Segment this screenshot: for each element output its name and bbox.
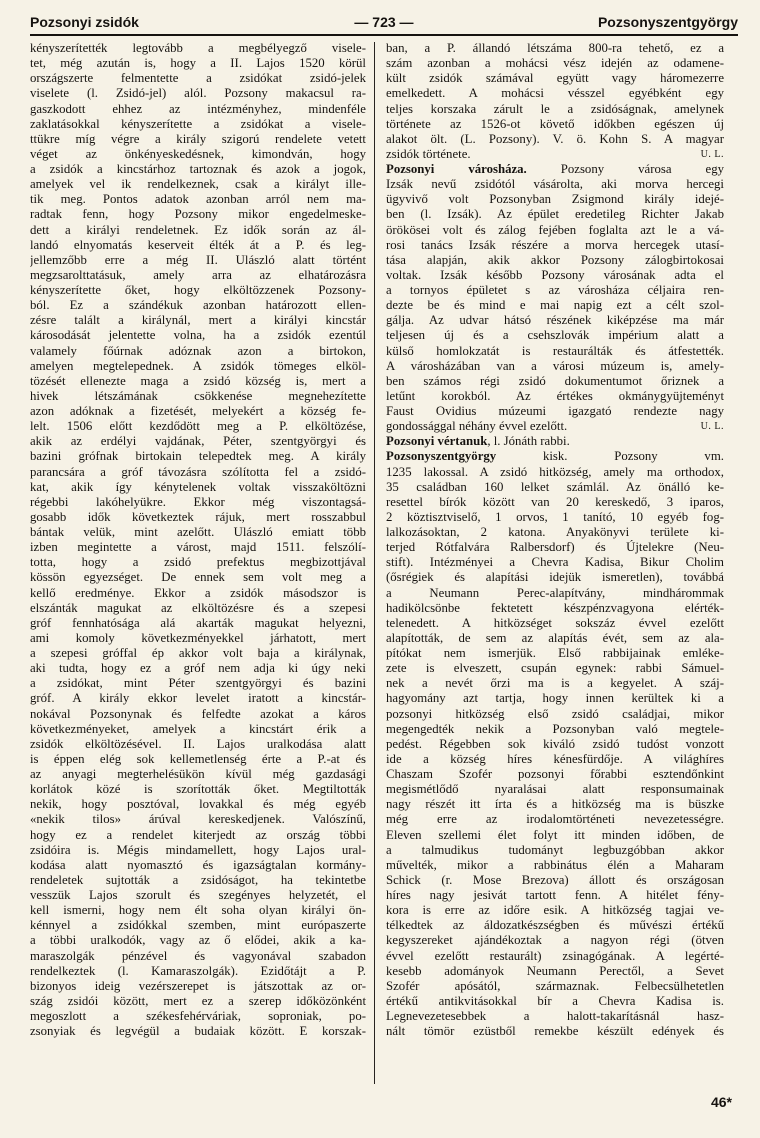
text-line: Schick (r. Mose Brezova) állott és országosan (386, 872, 724, 887)
text-line: amelyek vel ik rendelkeznek, csak a királyt ille- (30, 177, 366, 192)
text-line: megzsarolttatásuk, amely arra az elhatározásra (30, 267, 366, 282)
text-line: dett a királyi rendeletnek. Ez idők során az ál- (30, 222, 366, 237)
text-line: dezte be és mind e mai napig ezt a célt szol- (386, 298, 724, 313)
text-line: voltak. Izsák később Pozsony városának adta el (386, 267, 724, 282)
text-line: a talmudikus tudományt legbuzgóbban akkor (386, 842, 724, 857)
text-line: stift). Intézményei a Chevra Kadisa, Bikur Cholim (386, 555, 724, 570)
text-line: totta, hogy a zsidó prefektus megbizottjával (30, 555, 366, 570)
text-line: teljes korszaka zárult le a zsidóságnak, amelynek (386, 101, 724, 116)
text-line: régebbi lakóhelyükre. Ekkor még viszontagsá- (30, 494, 366, 509)
text-line: bizonyos ideig vezérszerepet is játszottak az or- (30, 978, 366, 993)
text-line: is éppen elég sok kellemetlenség érte a P.-at és (30, 751, 366, 766)
text-line: tet, még azután is, hogy a II. Lajos 1520 körül (30, 56, 366, 71)
text-line: története az 1526-ot követő időkben egészen új (386, 116, 724, 131)
text-line: művelték, mikor a rabbinátus élén a Maharam (386, 857, 724, 872)
text-line: akik az erdélyi vajdának, Péter, szentgyörgyi és (30, 434, 366, 449)
text-line: gróf fennhatósága alá akarták magukat helyezni, (30, 615, 366, 630)
text-line: nek a nevét őrzi ma is a kegyelet. A száj- (386, 676, 724, 691)
text-line: nekik, hogy posztóval, lovakkal és még egyéb (30, 797, 366, 812)
text-line: az anyagi megterhelésükön kívül még gazdasági (30, 767, 366, 781)
text-line: nált tömör ezüstből remekbe készült edények és (386, 1024, 724, 1039)
text-line: alapították, de sem az alapítás évét, sem az ala- (386, 630, 724, 645)
text-line: kesebb adományok Neumann Perectől, a Sevet (386, 963, 724, 978)
text-line: károsodását jelentette volna, ha a zsidók ezentúl (30, 328, 366, 343)
text-line: rendelkeztek (l. Kamaraszolgák). Ezidőtájt a P. (30, 963, 366, 978)
text-line: véget az önkényeskedésnek, kimondván, hogy (30, 146, 366, 161)
text-line: Izsák nevű zsidótól vásárolta, aki morva hercegi (386, 177, 724, 192)
text-line: ból. Ez a szándékuk azonban határozott ellen- (30, 298, 366, 313)
text-line: pozsonyi hitközség első zsidó családjai, mikor (386, 706, 724, 721)
text-line: a szepesi gróffal ép akkor volt baja a királynak, (30, 646, 366, 660)
author-signature: U. L. (700, 148, 724, 160)
text-line: zésre talált a királynál, mert a királyi kincstár (30, 313, 366, 328)
text-line: gálja. Az udvar hátsó részének kiképzése ma már (386, 313, 724, 328)
signature-mark: 46* (710, 1094, 732, 1110)
text-line: értékű antikvitásokkal bír a Chevra Kadisa is. (386, 993, 724, 1008)
text-line: gaszkodott ehhez az intézményhez, mindenféle (30, 101, 366, 116)
text-line: gróf. A király ekkor levelet iratott a kincstár- (30, 691, 366, 706)
text-line: gosabb idők következtek rájuk, mert rosszabbul (30, 509, 366, 524)
text-line: a Neumann Perec-alapítvány, mindhárommak (386, 585, 724, 600)
text-line: kénnyel a zsidókkal szemben, mint európaszerte (30, 918, 366, 933)
text-line: gondossággal néhány évvel ezelőtt. U. L. (386, 419, 724, 434)
text-line: következményeket, amelyek a kincstárt érik a (30, 721, 366, 736)
text-line: bazini grófnak birtokain telepedtek meg. A király (30, 449, 366, 464)
text-line: ide a község híres kénesfürdője. A világhíres (386, 751, 724, 766)
left-column (30, 41, 366, 1087)
text-line: terjed Rótfalvára Ralbersdorf) és Újtelekre (Neu- (386, 540, 724, 555)
text-line: lelt. 1506 előtt kezdődött meg a P. elköltözése, (30, 419, 366, 434)
text-line: elszánták magukat az elköltözésre és a szepesi (30, 600, 366, 615)
entry-headword: Pozsonyi városháza. (386, 162, 527, 176)
text-line: megoszlott a székesfehérváriak, soproniak, po- (30, 1009, 366, 1023)
text-line: zsidók elköltözésével. II. Lajos uralkodása alatt (30, 736, 366, 751)
text-line: a zsidók a kincstárhoz tartoznak és azok a jogok, (30, 162, 366, 176)
text-line: hagyomány azt tartja, hogy innen kerültek ki a (386, 691, 724, 706)
text-line: megengedték nekik a Pozsonyban való megtele- (386, 721, 724, 736)
text-line: ben számos régi zsidó dokumentumot őriznek a (386, 373, 724, 388)
text-line: nagy részét itt írta és a hitközség ma is büszke (386, 797, 724, 812)
header-rule (30, 34, 738, 36)
text-line: szám azonban a mohácsi vész idején az odamene- (386, 56, 724, 71)
text-line: viselete (l. Zsidó-jel) alól. Pozsony makacsul ra- (30, 86, 366, 101)
text-line: Pozsonyi vértanuk, l. Jónáth rabbi. (386, 434, 570, 449)
text-line: pedést. Régebben sok kiváló zsidó tudóst vonzott (386, 736, 724, 751)
text-line: tása alapján, akik akkor Pozsony zálogbirtokosai (386, 252, 724, 267)
text-line: valamely főúrnak adóznak azon a birtokon, (30, 343, 366, 358)
text-line: zete is elveszett, csupán egynek: rabbi Sámuel- (386, 661, 724, 676)
text-line: radtak fenn, hogy Pozsony mikor engedelmeske- (30, 207, 366, 222)
text-line: hadikölcsönbe fektetett készpénzvagyona elérték- (386, 600, 724, 615)
text-line: zsidók története. U. L. (386, 146, 724, 161)
text-line: Legnevezetesebbek a halott-takarításnál hasz- (386, 1009, 724, 1023)
text-line: kellő eredménye. Ekkor a zsidók másodszor is (30, 585, 366, 600)
text-line: ben (l. Izsák). Az épület eredetileg Richter Jakab (386, 207, 724, 222)
text-line: kült zsidók számával együtt vagy háromezerre (386, 71, 724, 86)
text-line: kegyszereket ajándékoztak a nagyon régi (ötven (386, 933, 724, 948)
text-line: a többi uralkodók, vagy az ő elődei, akik a ka- (30, 933, 366, 948)
text-line: amelyen megtelepednek. A zsidók tömeges elköl- (30, 358, 366, 373)
text-line: Pozsonyi városháza. Pozsony városa egy (386, 162, 724, 176)
text-line: kössön egyezséget. De ennek sem volt meg a (30, 570, 366, 585)
running-header (30, 10, 738, 36)
text-line: rosi tanács Izsák részére a morva hercegek utasí- (386, 237, 724, 252)
text-line: rendeletek sujtották a zsidóságot, ha tekintetbe (30, 872, 366, 887)
text-line: ban, a P. állandó létszáma 800-ra tehető, ez a (386, 41, 724, 55)
text-line: zsidóira is. Mégis mindamellett, hogy Lajos ural- (30, 842, 366, 857)
text-line: Eleven szellemi élet folyt itt minden időben, de (386, 827, 724, 842)
header-left-title: Pozsonyi zsidók (30, 14, 139, 30)
text-line: a tornyos épületet s az városháza céljaira ren- (386, 283, 724, 297)
text-line: bántak velük, mint azelőtt. Ulászló emiatt több (30, 525, 366, 539)
text-line: tik meg. Pontos adatok azonban arról nem ma- (30, 192, 366, 207)
text-line: tözését ellenezte maga a zsidó község is, mert a (30, 373, 366, 388)
author-signature: U. L. (700, 421, 724, 433)
text-line: pítókat nem ismerjük. Első rabbijainak emléke- (386, 646, 724, 660)
header-right-title: Pozsonyszentgyörgy (597, 14, 738, 30)
text-line: megismétlődő nyaralásai alatt responsumainak (386, 782, 724, 797)
text-line: kora is erre az időre esik. A hitközség tagjai ve- (386, 903, 724, 918)
text-line: országszerte felmentette a zsidókat zsidó-jelek (30, 71, 366, 86)
text-line: Faust Ovidius múzeumi igazgató rendezte nagy (386, 404, 724, 418)
text-line: korlátok közé is szorították őket. Megtiltották (30, 782, 366, 797)
text-line: külső homlokzatát is restaurálták és átfestették. (386, 343, 724, 358)
text-line: örökösei volt és zálog fejében foglalta azt le a vá- (386, 222, 724, 237)
text-line: szág zsidói között, mert ez a szerep időközönként (30, 993, 366, 1008)
text-line: Chaszam Szofér pozsonyi főrabbi esztendőnkint (386, 767, 724, 781)
column-divider (374, 42, 375, 1084)
text-line: 1235 lakossal. A zsidó hitközség, amely ma orthodox, (386, 464, 724, 479)
text-line: nokával Pozsonynak és felfedte azokat a káros (30, 706, 366, 721)
text-line: ügyvivő volt Pozsonyban Zsigmond király idejé- (386, 192, 724, 207)
text-line: zsonyiak és legvégül a budaiak között. E korszak- (30, 1024, 366, 1039)
text-line: jellemzőbb erre a még II. Ulászló alatt történt (30, 252, 366, 267)
text-line: teljesen új és a csehszlovák impérium alatt a (386, 328, 724, 343)
text-line: Pozsonyszentgyörgy kisk. Pozsony vm. (386, 449, 724, 464)
text-line: «nekik tilos» árúval kereskedjenek. Valószínű, (30, 812, 366, 827)
entry-headword: Pozsonyszentgyörgy (386, 449, 497, 464)
text-line: lalkozásoktan, 2 katona. Anyakönyvi területe ki- (386, 525, 724, 539)
page-number: — 723 — (354, 14, 414, 30)
text-line: maraszolgák pénzével és vagyonával szabadon (30, 948, 366, 963)
text-line: évvel ezelőtt restaurált) zsinagógának. A legérté- (386, 948, 724, 963)
text-line: hogy ez a rendelet kiterjedt az ország többi (30, 827, 366, 842)
text-line: ami komoly következményekkel járhatott, mert (30, 630, 366, 645)
text-line: (ősrégiek és alapítási idejük ismeretlen), továbbá (386, 570, 724, 585)
right-column (386, 41, 724, 1087)
text-line: telenedett. A hitközséget sokszáz évvel ezelőtt (386, 615, 724, 630)
text-line: zaklatásokkal kényszerítette a zsidókat a visele- (30, 116, 366, 131)
entry-headword: Pozsonyi vértanuk (386, 434, 488, 449)
text-line: kell ismerni, hogy nem élt soha olyan királyi ön- (30, 903, 366, 918)
text-line: letűnt korokból. Az értékes okmánygyüjteményt (386, 388, 724, 403)
text-line: ttükre míg végre a király szigorú rendelete vetett (30, 131, 366, 146)
text-line: landó elnyomatás keserveit élték át a P. és leg- (30, 237, 366, 252)
text-line: kényszerítették legtovább a megbélyegző visele- (30, 41, 366, 55)
text-line: télkedtek az áldozatkészségben és művészi értékű (386, 918, 724, 933)
text-line: izben megintette a várost, majd 1511. felszólí- (30, 540, 366, 555)
text-line: 2 köztisztviselő, 1 orvos, 1 tanító, 10 egyéb fog- (386, 509, 724, 524)
text-line: alakot ölt. (L. Pozsony). V. ö. Kohn S. A magyar (386, 131, 724, 146)
text-line: vesszük Lajos szorult és szegényes helyzetét, el (30, 888, 366, 902)
text-line: azon adóknak a fizetését, melyekért a község fe- (30, 404, 366, 418)
text-line: kat, akik így kénytelenek voltak visszaköltözni (30, 479, 366, 494)
text-line: híres nagy jesivát tartott fenn. A hitélet fény- (386, 888, 724, 902)
text-line: Szofér apósától, származnak. Felbecsülhetetlen (386, 978, 724, 993)
text-line: még erre az irodalomtörténeti nevezetességre. (386, 812, 724, 827)
text-line: kényszerítette őket, hogy elköltözzenek Pozsony- (30, 283, 366, 297)
text-line: parancsára a gróf távozásra szólította fel a zsidó- (30, 464, 366, 479)
text-line: 35 családban 160 lelket számlál. Az önálló ke- (386, 479, 724, 494)
text-line: A városházában van a városi múzeum is, amely- (386, 358, 724, 373)
text-line: emelkedett. A mohácsi vésszel egyébként egy (386, 86, 724, 101)
text-line: resettel bírók között van 20 kereskedő, 3 iparos, (386, 494, 724, 509)
text-line: kodása alatt nyomasztó és igazságtalan kormány- (30, 857, 366, 872)
text-line: a zsidókat, mint Péter szentgyörgyi és bazini (30, 676, 366, 691)
text-line: hivek létszámának csökkenése megnehezítette (30, 388, 366, 403)
text-line: aki tudta, hogy ez a gróf nem adja ki úgy neki (30, 661, 366, 676)
